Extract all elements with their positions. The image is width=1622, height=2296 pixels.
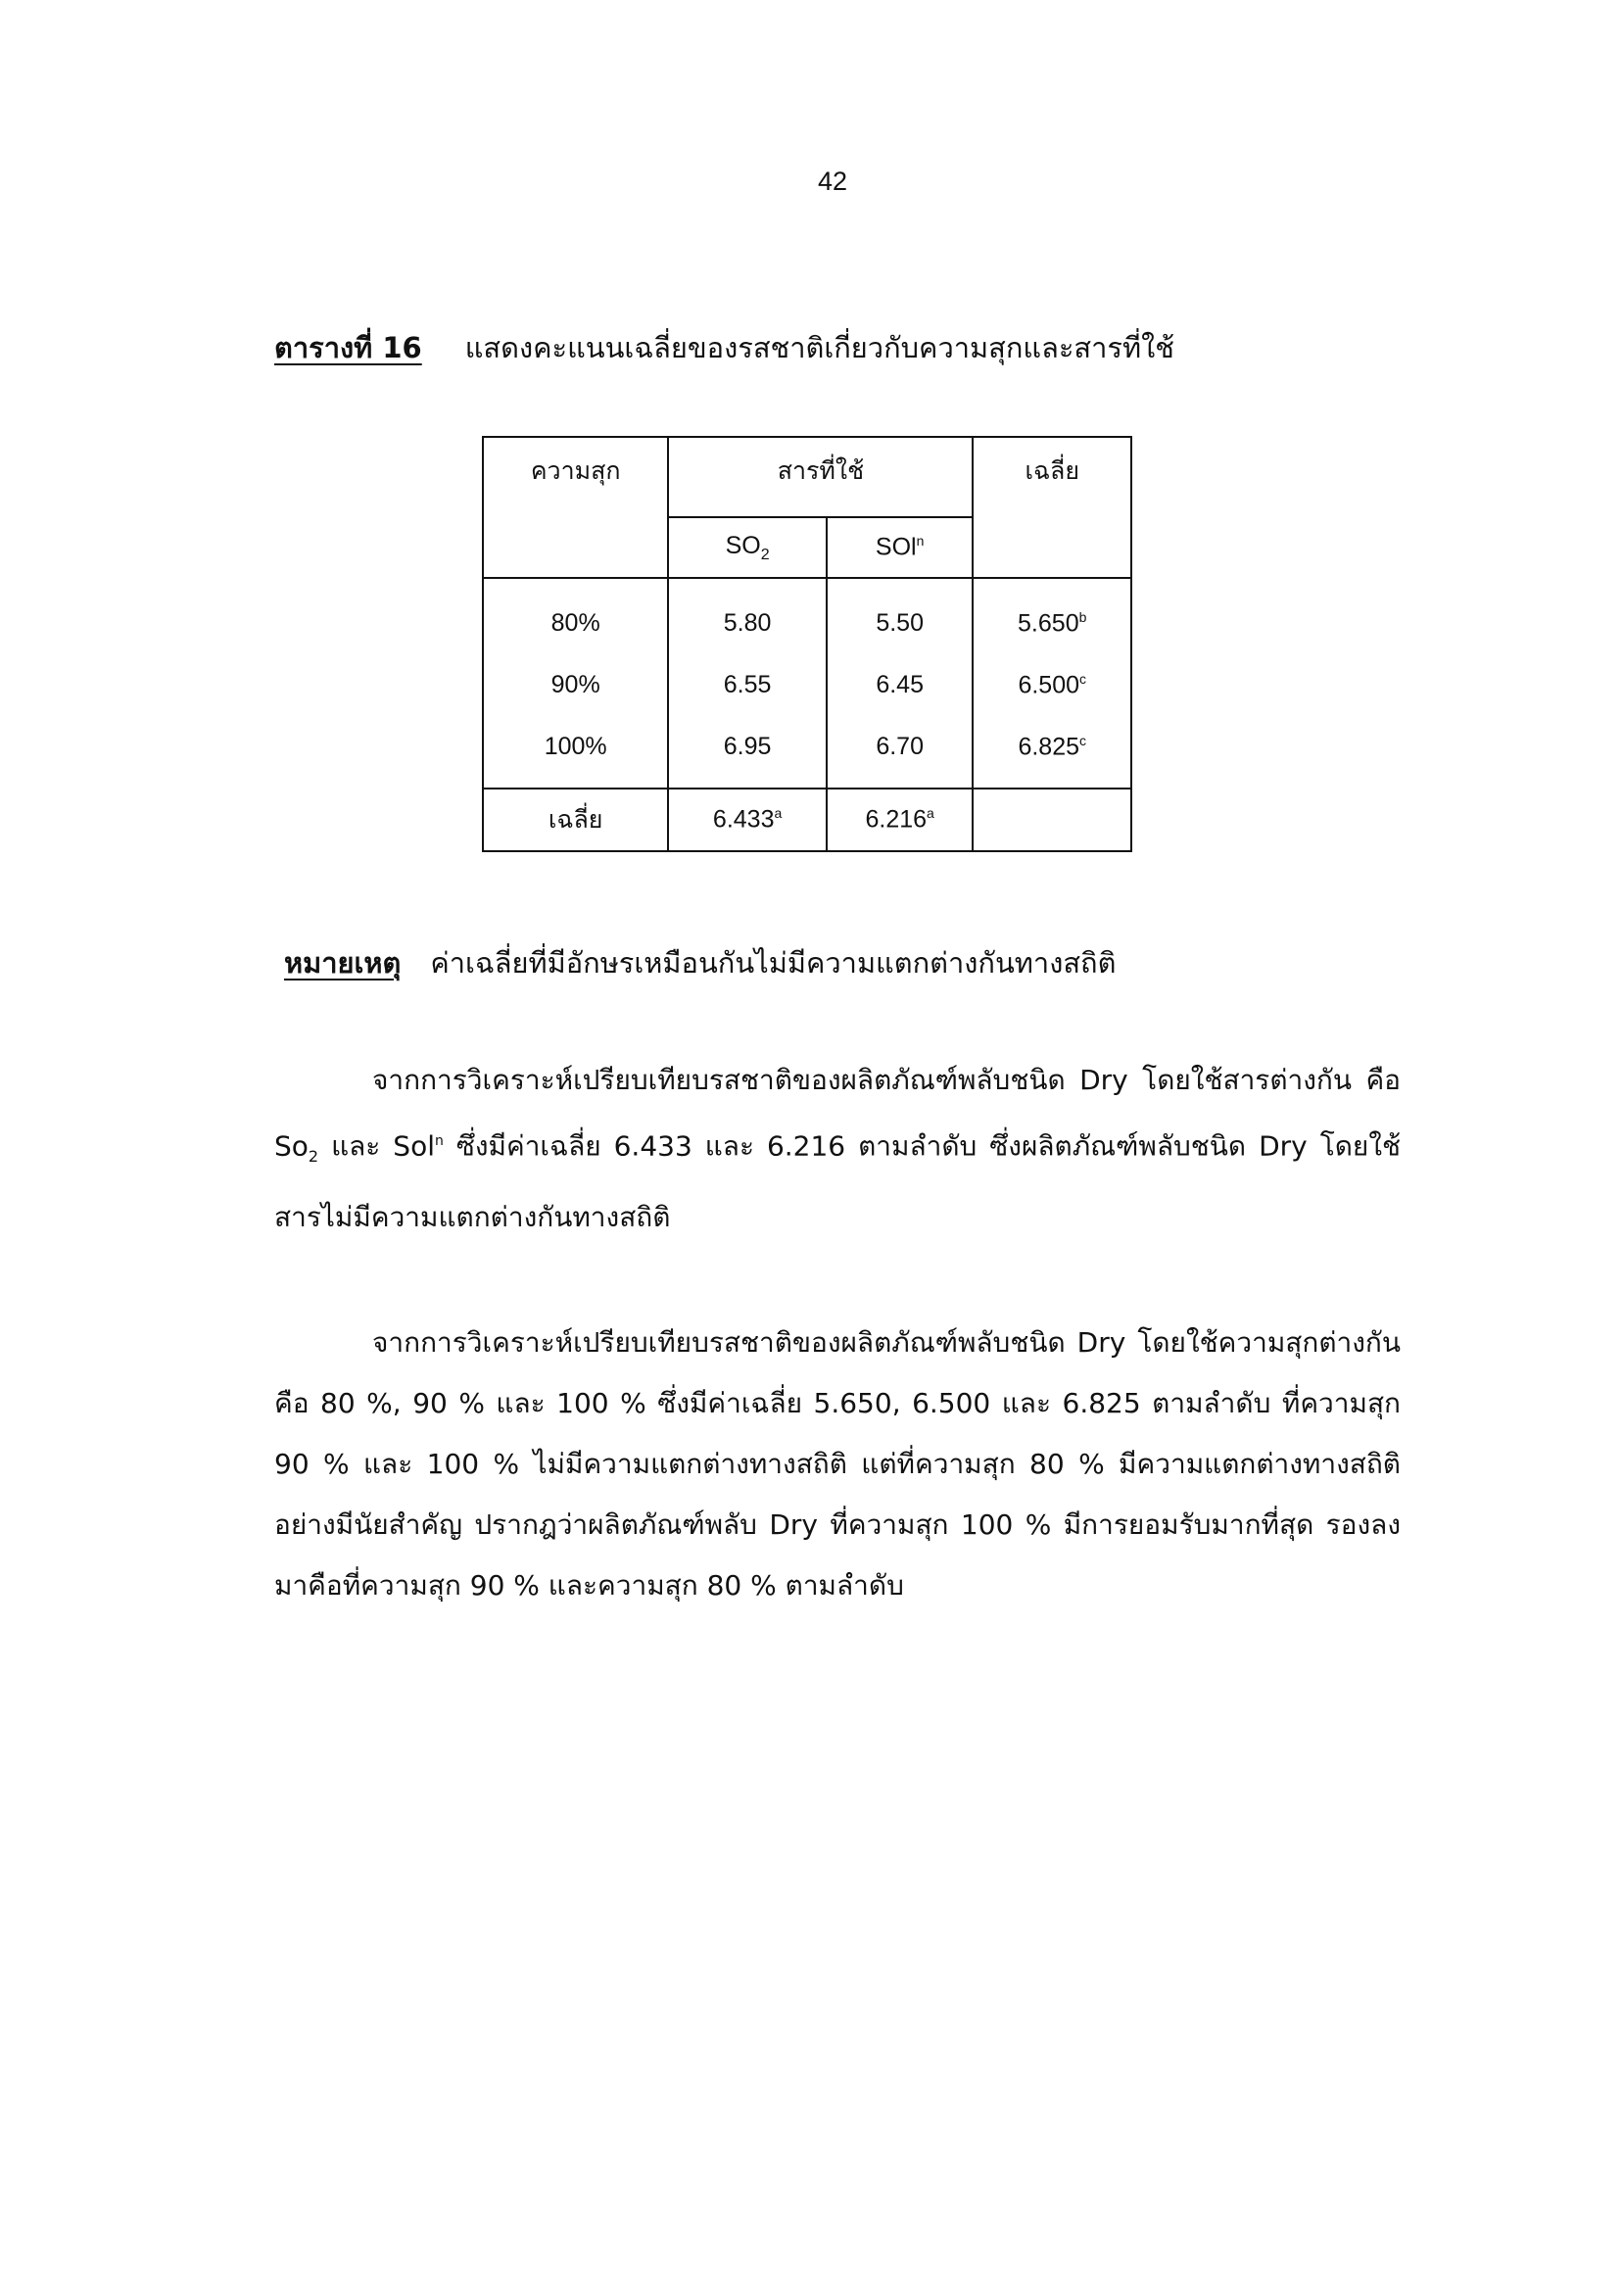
cell-so2: 5.80 (668, 578, 827, 654)
header-ripeness: ความสุก (483, 437, 668, 578)
note-label: หมายเหตุ (284, 946, 402, 980)
header-so2-base: SO (725, 531, 761, 559)
cell-mean-value: 5.650 (1018, 609, 1079, 638)
cell-mean-letter: c (1079, 732, 1086, 748)
cell-so2: 6.55 (668, 654, 827, 716)
cell-sol: 5.50 (827, 578, 974, 654)
table-row (483, 716, 1131, 789)
cell-so2: 6.95 (668, 716, 827, 789)
footer-sol-letter: a (927, 805, 934, 822)
table-caption-label: ตารางที่ 16 (274, 331, 422, 364)
header-sol-sup: n (916, 533, 925, 550)
header-mean: เฉลี่ย (973, 437, 1131, 578)
footer-sol (827, 789, 974, 851)
cell-ripeness: 100% (483, 716, 668, 789)
header-sol (827, 517, 974, 578)
cell-mean-letter: c (1079, 670, 1086, 687)
cell-sol: 6.70 (827, 716, 974, 789)
paragraph1-so2-sub: 2 (308, 1146, 319, 1166)
paragraph1-part3: ซึ่งมีค่าเฉลี่ย 6.433 และ 6.216 ตามลำดับ ซึ่งผลิตภัณฑ์พลับชนิด Dry โดยใช้สารไม่มีความแตกต่างกันทางสถิติ (274, 1129, 1401, 1233)
paragraph-substance (274, 1050, 1401, 1248)
table-row (483, 654, 1131, 716)
header-so2-sub: 2 (760, 546, 770, 563)
page-number: 42 (817, 167, 848, 196)
cell-mean (973, 654, 1131, 716)
footer-empty (973, 789, 1131, 851)
footer-sol-value: 6.216 (865, 805, 928, 834)
cell-sol: 6.45 (827, 654, 974, 716)
note-text: ค่าเฉลี่ยที่มีอักษรเหมือนกันไม่มีความแตกต่างกันทางสถิติ (430, 946, 1117, 980)
cell-mean-value: 6.825 (1018, 733, 1079, 761)
footer-so2-letter: a (774, 805, 783, 822)
data-table (482, 436, 1132, 852)
table-row (483, 578, 1131, 654)
cell-ripeness: 90% (483, 654, 668, 716)
cell-mean (973, 716, 1131, 789)
table-footer-row (483, 789, 1131, 851)
footer-label: เฉลี่ย (483, 789, 668, 851)
cell-mean-value: 6.500 (1018, 671, 1079, 699)
footer-so2 (668, 789, 827, 851)
cell-mean (973, 578, 1131, 654)
paragraph1-sol-sup: n (434, 1133, 444, 1149)
header-sol-base: SOl (875, 533, 917, 561)
paragraph-ripeness: จากการวิเคราะห์เปรียบเทียบรสชาติของผลิตภัณฑ์พลับชนิด Dry โดยใช้ความสุกต่างกัน คือ 80 %, 90 % และ 100 % ซึ่งมีค่าเฉลี่ย 5.650, 6.500 และ 6.825 ตามลำดับ ที่ความสุก 90 % และ 100 % ไม่มีความแตกต่างทางสถิติ แต่ที่ความสุก 80 % มีความแตกต่างทางสถิติอย่างมีนัยสำคัญ ปรากฎว่าผลิตภัณฑ์พลับ Dry ที่ความสุก 100 % มีการยอมรับมากที่สุด รองลงมาคือที่ความสุก 90 % และความสุก 80 % ตามลำดับ (274, 1326, 1401, 1602)
cell-mean-letter: b (1078, 608, 1087, 625)
header-so2 (668, 517, 827, 578)
paragraph1-part1: จากการวิเคราะห์เปรียบเทียบรสชาติของผลิตภัณฑ์พลับชนิด Dry โดยใช้สารต่างกัน คือ So (274, 1064, 1401, 1163)
table-caption (274, 325, 1174, 370)
table-note (284, 940, 1116, 985)
footer-so2-value: 6.433 (712, 805, 775, 834)
cell-ripeness: 80% (483, 578, 668, 654)
paragraph1-part2: และ Sol (318, 1129, 435, 1163)
header-substance: สารที่ใช้ (668, 437, 973, 517)
table-caption-text: แสดงคะแนนเฉลี่ยของรสชาติเกี่ยวกับความสุกและสารที่ใช้ (464, 331, 1174, 364)
